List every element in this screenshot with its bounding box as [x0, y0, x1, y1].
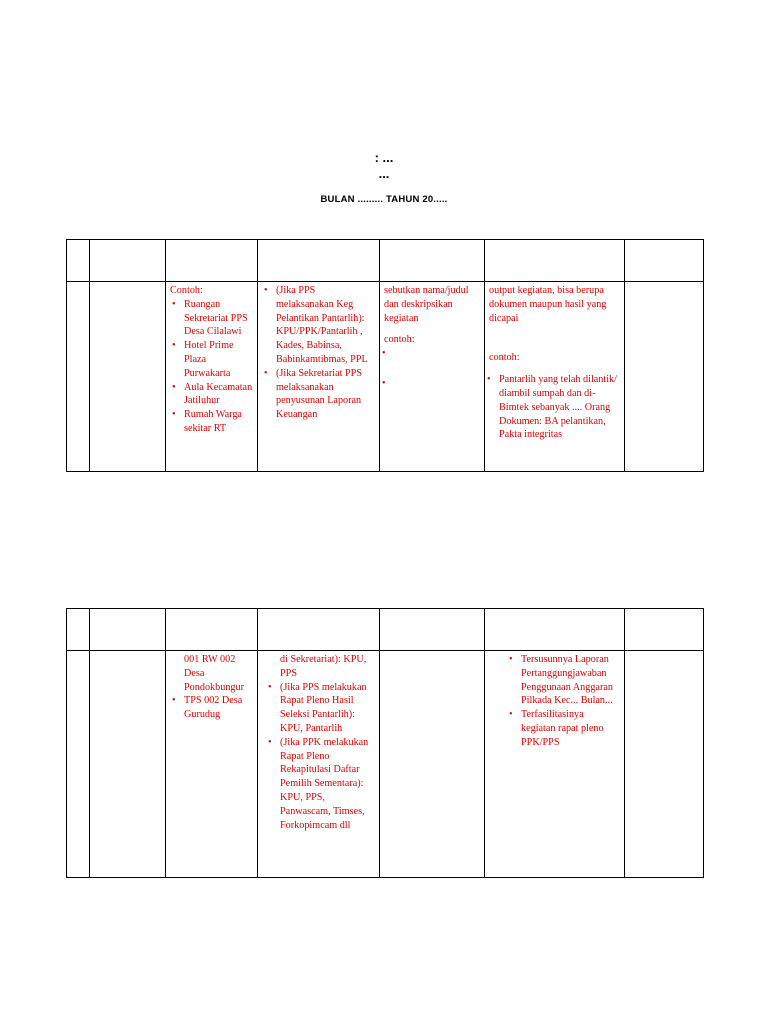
participants-cell [258, 282, 380, 472]
location-cell [166, 651, 258, 878]
header-cell [67, 609, 90, 651]
list-item [394, 377, 480, 391]
participants-cell [258, 651, 380, 878]
header-cell [166, 240, 258, 282]
output-list [489, 653, 620, 750]
doc-period-line: BULAN ......... TAHUN 20..... [320, 194, 448, 205]
activity-description-cell [380, 651, 485, 878]
header-cell [380, 609, 485, 651]
header-cell [90, 240, 166, 282]
activity-table-1 [66, 239, 704, 472]
table-header-row [67, 240, 704, 282]
header-cell [258, 240, 380, 282]
example-list [384, 347, 480, 391]
list-item: • (Jika PPS melakukan Rapat Pleno Hasil Seleksi Pantarlih): KPU, Pantarlih [280, 681, 375, 736]
example-label: contoh: [384, 334, 415, 346]
output-cell [485, 282, 625, 472]
list-item: • Tersusunnya Laporan Pertanggungjawaban Penggunaan Anggaran Pilkada Kec... Bulan... [521, 653, 620, 708]
list-item: • Aula Kecamatan Jatiluhur [184, 381, 253, 409]
activity-table-2 [66, 608, 704, 878]
table-header-row [67, 609, 704, 651]
location-cell [166, 282, 258, 472]
header-cell [166, 609, 258, 651]
activity-description: sebutkan nama/judul dan deskripsikan kegiatan [384, 285, 469, 324]
table-row [67, 651, 704, 878]
output-description: output kegiatan, bisa berupa dokumen maupun hasil yang dicapai [489, 285, 607, 324]
table-cell [90, 282, 166, 472]
list-item: • Pantarlih yang telah dilantik/ diambil sumpah dan di-Bimtek sebanyak .... Orang [499, 373, 620, 414]
output-list [489, 373, 620, 414]
table-cell [67, 282, 90, 472]
list-item: • TPS 002 Desa Gurudug [184, 694, 253, 722]
header-cell [625, 609, 704, 651]
example-label: contoh: [489, 352, 520, 364]
activity-description-cell [380, 282, 485, 472]
table-cell [625, 651, 704, 878]
location-list [170, 694, 253, 722]
location-list [170, 298, 253, 436]
location-intro: Contoh: [170, 285, 203, 296]
table-cell [625, 282, 704, 472]
header-cell [380, 240, 485, 282]
participants-continued: di Sekretariat): KPU, PPS [280, 654, 367, 679]
table-cell [67, 651, 90, 878]
header-cell [625, 240, 704, 282]
header-cell [90, 609, 166, 651]
header-cell [485, 609, 625, 651]
location-continued: 001 RW 002 Desa Pondokbungur [184, 654, 244, 693]
header-cell [67, 240, 90, 282]
participants-list [262, 284, 375, 422]
list-item: • (Jika Sekretariat PPS melaksanakan penyusunan Laporan Keuangan [276, 367, 375, 422]
output-documents: Dokumen: BA pelantikan, Pakta integritas [499, 415, 606, 441]
list-item: • (Jika PPK melakukan Rapat Pleno Rekapitulasi Daftar Pemilih Sementara): KPU, PPS, Panwascam, Timses, Forkopimcam dll [280, 736, 375, 833]
header-cell [258, 609, 380, 651]
list-item: • Rumah Warga sekitar RT [184, 408, 253, 436]
table-row [67, 282, 704, 472]
list-item: • (Jika PPS melaksanakan Keg Pelantikan Pantarlih): KPU/PPK/Pantarlih , Kades, Babinsa, Babinkamtibmas, PPL [276, 284, 375, 367]
list-item [394, 347, 480, 361]
list-item: • Hotel Prime Plaza Purwakarta [184, 339, 253, 380]
doc-title-line2: ... [378, 166, 390, 181]
list-item: • Ruangan Sekretariat PPS Desa Cilalawi [184, 298, 253, 339]
doc-title-line1: : ... [374, 150, 394, 165]
header-cell [485, 240, 625, 282]
output-cell [485, 651, 625, 878]
table-cell [90, 651, 166, 878]
participants-list [262, 681, 375, 833]
list-item: • Terfasilitasinya kegiatan rapat pleno PPK/PPS [521, 708, 620, 749]
